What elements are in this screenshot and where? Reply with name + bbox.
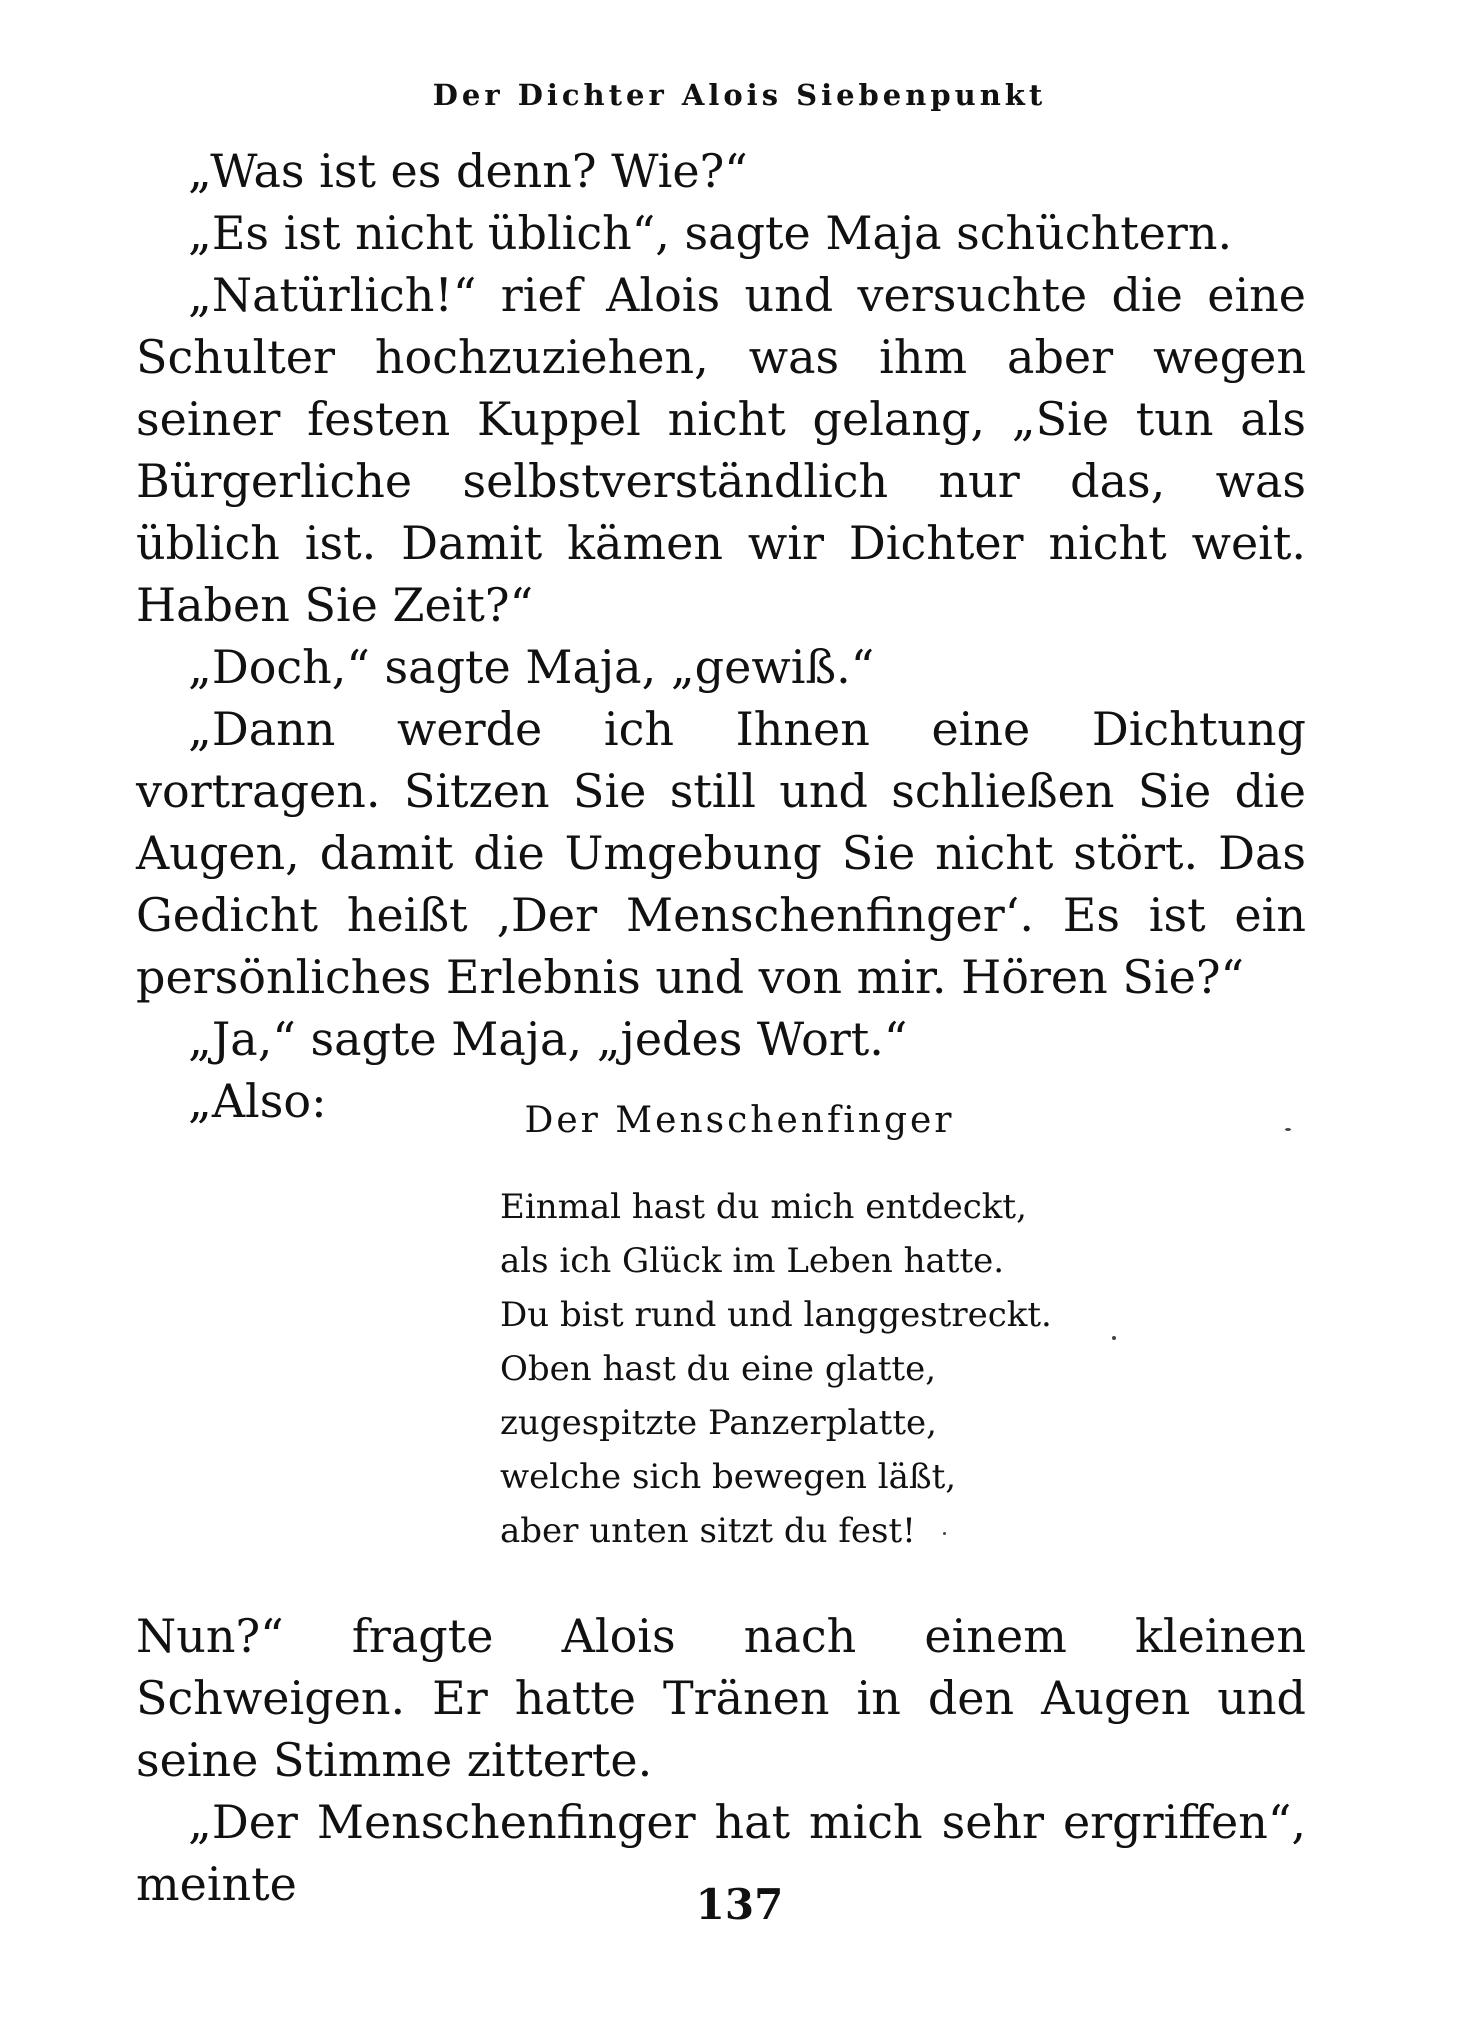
paragraph: „Also: <box>188 1074 327 1128</box>
text-block-bottom <box>136 1605 1306 1915</box>
poem-line: welche sich bewegen läßt, <box>500 1457 957 1497</box>
poem-title: Der Menschenfinger <box>524 1100 955 1141</box>
poem-line: Du bist rund und langgestreckt. <box>500 1295 1052 1335</box>
paragraph: „Der Menschenfinger hat mich sehr ergriffen“, meinte <box>136 1795 1306 1911</box>
paragraph: „Ja,“ sagte Maja, „jedes Wort.“ <box>188 1012 908 1066</box>
print-speck <box>1112 1336 1116 1340</box>
paragraph: „Dann werde ich Ihnen eine Dichtung vortragen. Sitzen Sie still und schließen Sie die Augen, damit die Umgebung Sie nicht stört. Das Gedicht heißt ‚Der Menschenfinger‘. Es ist ein persönliches Erlebnis und von mir. Hören Sie?“ <box>136 702 1306 1004</box>
poem-line: zugespitzte Panzerplatte, <box>500 1403 937 1443</box>
paragraph: „Es ist nicht üblich“, sagte Maja schüchtern. <box>188 206 1233 260</box>
text-block-top <box>136 140 1306 1132</box>
paragraph: „Was ist es denn? Wie?“ <box>188 144 748 198</box>
running-header: Der Dichter Alois Siebenpunkt <box>432 78 1047 112</box>
print-speck <box>943 1532 946 1535</box>
print-speck <box>1285 1128 1291 1131</box>
page-number: 137 <box>695 1880 784 1929</box>
poem-line: Einmal hast du mich entdeckt, <box>500 1187 1027 1227</box>
poem-stanza <box>500 1180 1060 1558</box>
poem-line: Oben hast du eine glatte, <box>500 1349 937 1389</box>
paragraph: „Doch,“ sagte Maja, „gewiß.“ <box>188 640 875 694</box>
poem-line: aber unten sitzt du fest! <box>500 1511 916 1551</box>
poem-line: als ich Glück im Leben hatte. <box>500 1241 1005 1281</box>
paragraph: „Natürlich!“ rief Alois und versuchte die eine Schulter hochzuziehen, was ihm aber wegen seiner festen Kuppel nicht gelang, „Sie tun als Bürgerliche selbstverständlich nur das, was üblich ist. Damit kämen wir Dichter nicht weit. Haben Sie Zeit?“ <box>136 268 1306 632</box>
paragraph: Nun?“ fragte Alois nach einem kleinen Schweigen. Er hatte Tränen in den Augen und seine Stimme zitterte. <box>136 1609 1306 1787</box>
